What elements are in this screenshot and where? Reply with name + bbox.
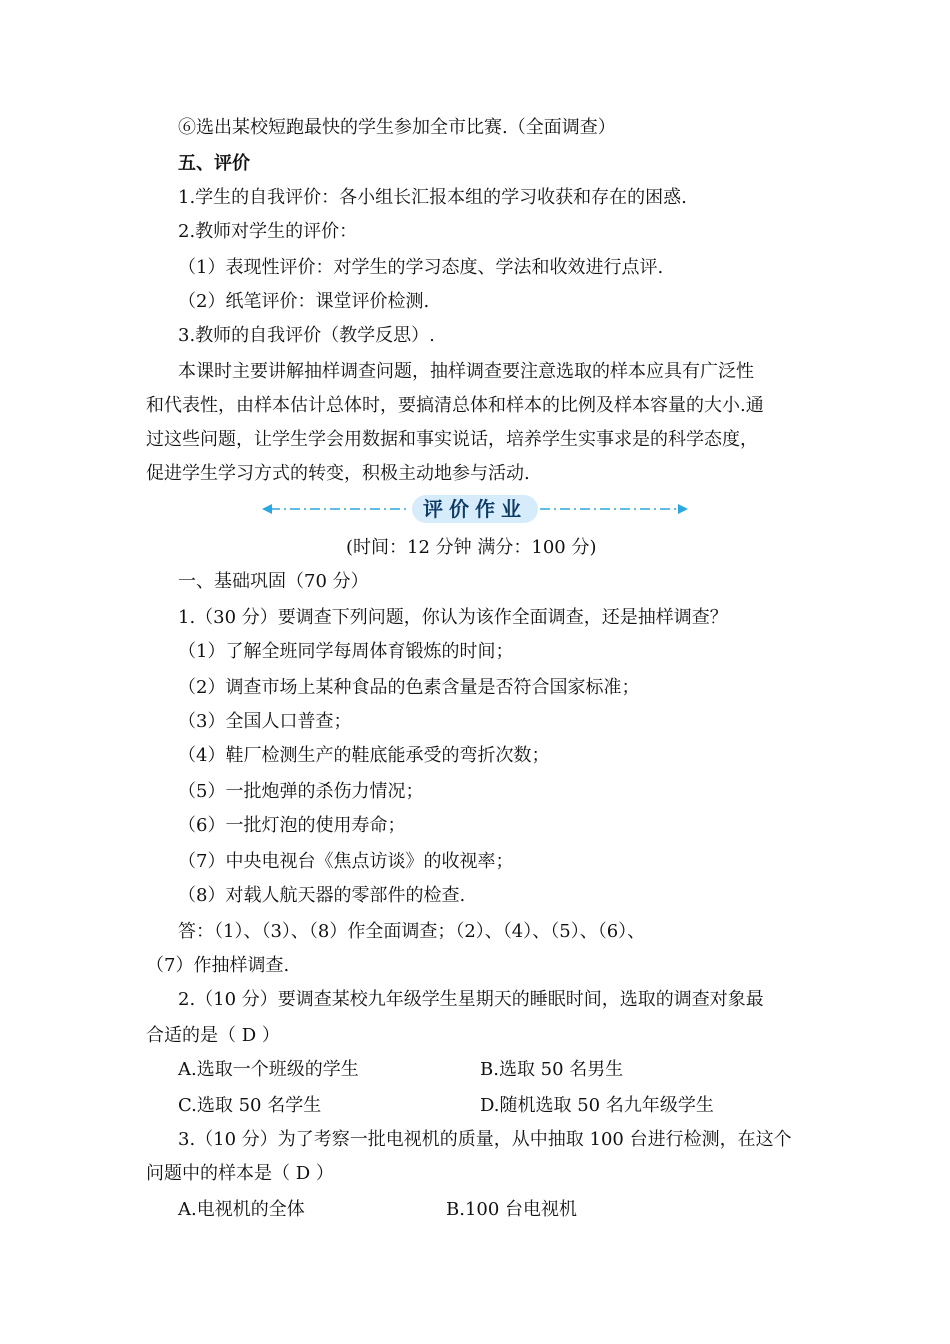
eval-item-2a: （1）表现性评价：对学生的学习态度、学法和收效进行点评.	[178, 257, 664, 278]
summary-line-3: 过这些问题，让学生学会用数据和事实说话，培养学生实事求是的科学态度，	[146, 429, 758, 450]
q1-item-1: （1）了解全班同学每周体育锻炼的时间；	[178, 641, 514, 662]
homework-banner	[262, 492, 688, 526]
part-1-heading: 一、基础巩固（70 分）	[178, 571, 369, 592]
q1-item-2: （2）调查市场上某种食品的色素含量是否符合国家标准；	[178, 677, 640, 698]
q2-option-d: D.随机选取 50 名九年级学生	[480, 1095, 714, 1116]
summary-line-1: 本课时主要讲解抽样调查问题，抽样调查要注意选取的样本应具有广泛性	[178, 361, 754, 382]
q1-item-5: （5）一批炮弹的杀伤力情况；	[178, 781, 424, 802]
question-2-stem-line-2: 合适的是（ D ）	[146, 1025, 280, 1046]
q2-option-c: C.选取 50 名学生	[178, 1095, 322, 1116]
eval-item-1: 1.学生的自我评价：各小组长汇报本组的学习收获和存在的困惑.	[178, 187, 687, 208]
q1-answer-line-2: （7）作抽样调查.	[146, 955, 290, 976]
q1-item-4: （4）鞋厂检测生产的鞋底能承受的弯折次数；	[178, 745, 550, 766]
q2-option-a: A.选取一个班级的学生	[178, 1059, 359, 1080]
summary-line-2: 和代表性，由样本估计总体时，要搞清总体和样本的比例及样本容量的大小.通	[146, 395, 764, 416]
time-info: (时间：12 分钟 满分：100 分)	[346, 537, 597, 558]
eval-item-3: 3.教师的自我评价（教学反思）.	[178, 325, 435, 346]
q1-answer-line-1: 答：（1）、（3）、（8）作全面调查；（2）、（4）、（5）、（6）、	[178, 921, 646, 942]
q1-item-6: （6）一批灯泡的使用寿命；	[178, 815, 406, 836]
question-1-stem: 1.（30 分）要调查下列问题，你认为该作全面调查，还是抽样调查？	[178, 607, 728, 628]
banner-title: 评价作业	[423, 497, 527, 521]
question-3-stem-line-1: 3.（10 分）为了考察一批电视机的质量，从中抽取 100 台进行检测，在这个	[178, 1129, 792, 1150]
item-6: ⑥选出某校短跑最快的学生参加全市比赛.（全面调查）	[178, 117, 616, 138]
eval-item-2b: （2）纸笔评价：课堂评价检测.	[178, 291, 430, 312]
question-3-stem-line-2: 问题中的样本是（ D ）	[146, 1163, 334, 1184]
q2-option-b: B.选取 50 名男生	[480, 1059, 624, 1080]
summary-line-4: 促进学生学习方式的转变，积极主动地参与活动.	[146, 463, 530, 484]
q1-item-8: （8）对载人航天器的零部件的检查.	[178, 885, 466, 906]
question-2-stem-line-1: 2.（10 分）要调查某校九年级学生星期天的睡眠时间，选取的调查对象最	[178, 989, 764, 1010]
q1-item-7: （7）中央电视台《焦点访谈》的收视率；	[178, 851, 514, 872]
q3-option-a: A.电视机的全体	[178, 1199, 305, 1220]
q1-item-3: （3）全国人口普查；	[178, 711, 352, 732]
section-heading-evaluation: 五、评价	[178, 153, 250, 174]
q3-option-b: B.100 台电视机	[446, 1199, 578, 1220]
eval-item-2: 2.教师对学生的评价：	[178, 221, 358, 242]
